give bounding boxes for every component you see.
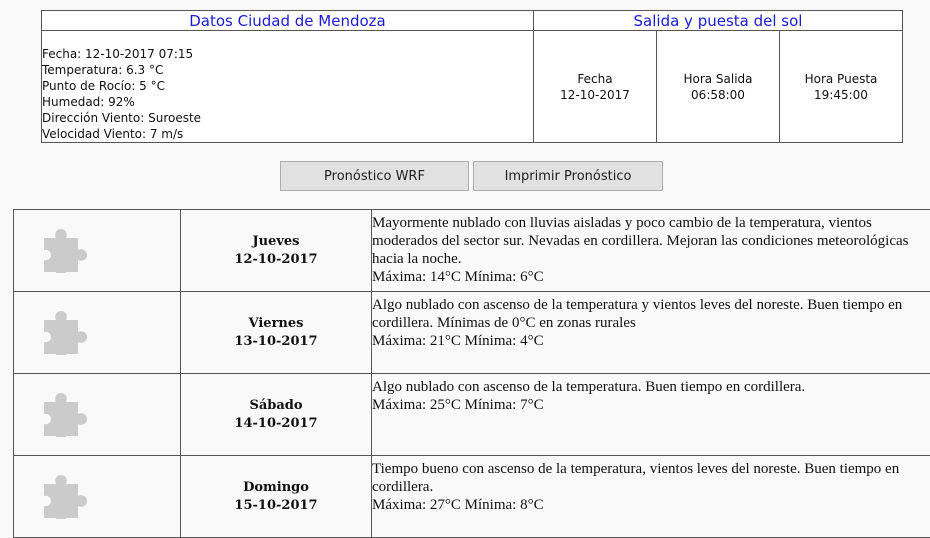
action-buttons — [280, 161, 663, 191]
forecast-desc-cell — [372, 210, 930, 291]
forecast-date: 15-10-2017 — [234, 497, 318, 513]
city-data-title: Datos Ciudad de Mendoza — [42, 11, 533, 31]
city-temperatura: Temperatura: 6.3 °C — [42, 63, 164, 77]
forecast-desc-cell — [372, 292, 930, 373]
sun-title: Salida y puesta del sol — [534, 11, 902, 31]
forecast-description: Algo nublado con ascenso de la temperatura y vientos leves del noreste. Buen tiempo en cordillera. Mínimas de 0°C en zonas rurales — [372, 297, 903, 331]
pronostico-wrf-button[interactable]: Pronóstico WRF — [280, 161, 469, 191]
city-punto-rocio: Punto de Rocío: 5 °C — [42, 79, 166, 93]
forecast-desc-cell — [372, 374, 930, 455]
forecast-temps: Máxima: 21°C Mínima: 4°C — [372, 333, 544, 349]
forecast-day-cell — [181, 374, 372, 455]
city-data-list — [42, 31, 533, 142]
forecast-day-cell — [181, 210, 372, 291]
forecast-row — [14, 292, 930, 374]
forecast-temps: Máxima: 27°C Mínima: 8°C — [372, 497, 544, 513]
forecast-row — [14, 374, 930, 456]
forecast-day: Domingo — [243, 479, 309, 495]
sun-salida-cell — [657, 31, 780, 142]
forecast-description: Tiempo bueno con ascenso de la temperatura, vientos leves del noreste. Buen tiempo en cordillera. — [372, 461, 900, 495]
forecast-icon-cell — [14, 292, 181, 373]
forecast-desc-cell — [372, 456, 930, 537]
forecast-description: Mayormente nublado con lluvias aisladas y poco cambio de la temperatura, vientos moderados del sector sur. Nevadas en cordillera. Mejoran las condiciones meteorológicas hacia la noche. — [372, 215, 909, 267]
sun-fecha-label: Fecha — [577, 71, 613, 86]
sun-cells — [534, 31, 902, 142]
sun-panel — [534, 11, 902, 142]
sun-salida-value: 06:58:00 — [691, 87, 745, 102]
missing-plugin-icon — [42, 228, 87, 273]
forecast-date: 12-10-2017 — [234, 251, 318, 267]
sun-salida-label: Hora Salida — [683, 71, 753, 86]
sun-puesta-value: 19:45:00 — [814, 87, 868, 102]
missing-plugin-icon — [42, 392, 87, 437]
sun-fecha-cell — [534, 31, 657, 142]
forecast-day: Sábado — [249, 397, 303, 413]
forecast-temps: Máxima: 14°C Mínima: 6°C — [372, 269, 544, 285]
forecast-icon-cell — [14, 210, 181, 291]
forecast-description: Algo nublado con ascenso de la temperatura. Buen tiempo en cordillera. — [372, 379, 806, 395]
forecast-day: Viernes — [248, 315, 304, 331]
city-direccion-viento: Dirección Viento: Suroeste — [42, 111, 202, 125]
forecast-date: 13-10-2017 — [234, 333, 318, 349]
forecast-icon-cell — [14, 456, 181, 537]
sun-puesta-label: Hora Puesta — [804, 71, 878, 86]
forecast-day-cell — [181, 456, 372, 537]
missing-plugin-icon — [42, 474, 87, 519]
sun-puesta-cell — [780, 31, 902, 142]
forecast-temps: Máxima: 25°C Mínima: 7°C — [372, 397, 544, 413]
forecast-icon-cell — [14, 374, 181, 455]
weather-summary-table — [41, 10, 903, 143]
forecast-table — [13, 209, 930, 538]
missing-plugin-icon — [42, 310, 87, 355]
forecast-row — [14, 456, 930, 538]
sun-fecha-value: 12-10-2017 — [560, 87, 630, 102]
forecast-row — [14, 210, 930, 292]
city-fecha: Fecha: 12-10-2017 07:15 — [42, 47, 194, 61]
city-data-panel — [42, 11, 534, 142]
forecast-date: 14-10-2017 — [234, 415, 318, 431]
city-velocidad-viento: Velocidad Viento: 7 m/s — [42, 127, 184, 141]
city-humedad: Humedad: 92% — [42, 95, 135, 109]
forecast-day: Jueves — [252, 233, 300, 249]
imprimir-pronostico-button[interactable]: Imprimir Pronóstico — [473, 161, 663, 191]
forecast-day-cell — [181, 292, 372, 373]
